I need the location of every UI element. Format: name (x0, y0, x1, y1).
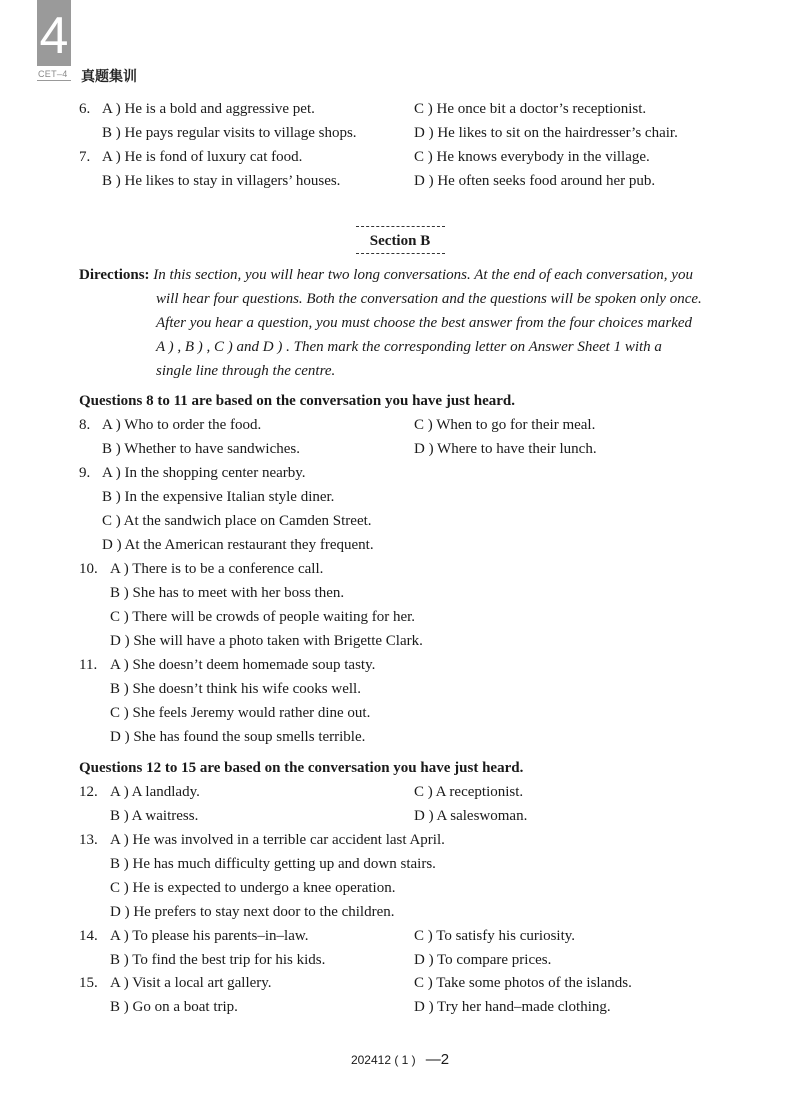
question-number: 6. (79, 101, 91, 117)
tab-number: 4 (39, 7, 69, 65)
question-number: 14. (79, 928, 98, 944)
question-number: 13. (79, 832, 98, 848)
option-d: D ) To compare prices. (414, 952, 552, 968)
directions-text: A ) , B ) , C ) and D ) . Then mark the corresponding letter on Answer Sheet 1 with a (156, 339, 662, 355)
option-a: A ) In the shopping center nearby. (102, 465, 306, 481)
option-d: D ) Where to have their lunch. (414, 441, 597, 457)
option-a: A ) He is a bold and aggressive pet. (102, 101, 315, 117)
directions-text: After you hear a question, you must choose the best answer from the four choices marked (156, 315, 693, 331)
header-rule (37, 80, 71, 81)
option-c: C ) At the sandwich place on Camden Street. (102, 513, 372, 529)
group-heading: Questions 12 to 15 are based on the conversation you have just heard. (79, 760, 524, 776)
question-number: 11. (79, 657, 98, 673)
option-b: B ) In the expensive Italian style diner. (102, 489, 335, 505)
option-b: B ) Go on a boat trip. (110, 999, 238, 1015)
section-rule-bottom (356, 253, 445, 254)
option-c: C ) Take some photos of the islands. (414, 975, 632, 991)
question-number: 15. (79, 975, 98, 991)
directions-label: Directions: (79, 267, 150, 283)
option-a: A ) To please his parents–in–law. (110, 928, 309, 944)
option-d: D ) She will have a photo taken with Brigette Clark. (110, 633, 423, 649)
directions-text: will hear four questions. Both the conversation and the questions will be spoken only once. (156, 291, 702, 307)
exam-code: 202412 ( 1 ) (350, 1053, 416, 1067)
option-b: B ) He has much difficulty getting up and down stairs. (110, 856, 436, 872)
option-b: B ) A waitress. (110, 808, 199, 824)
exam-tab (37, 0, 71, 66)
option-a: A ) Who to order the food. (102, 417, 262, 433)
question-number: 9. (79, 465, 91, 481)
directions (79, 263, 723, 383)
option-d: D ) He often seeks food around her pub. (414, 173, 656, 189)
directions-text: In this section, you will hear two long conversations. At the end of each conversation, you (153, 267, 693, 283)
option-d: D ) He likes to sit on the hairdresser’s chair. (414, 125, 678, 141)
option-b: B ) She has to meet with her boss then. (110, 585, 345, 601)
option-c: C ) He knows everybody in the village. (414, 149, 650, 165)
option-d: D ) A saleswoman. (414, 808, 528, 824)
section-rule-top (356, 226, 445, 227)
header-title: 真题集训 (81, 69, 137, 85)
page-number: —2 (425, 1051, 450, 1068)
option-c: C ) To satisfy his curiosity. (414, 928, 576, 944)
question-number: 8. (79, 417, 91, 433)
option-c: C ) When to go for their meal. (414, 417, 596, 433)
option-a: A ) He is fond of luxury cat food. (102, 149, 303, 165)
option-a: A ) She doesn’t deem homemade soup tasty. (110, 657, 376, 673)
option-a: A ) Visit a local art gallery. (110, 975, 272, 991)
section-title: Section B (369, 233, 431, 249)
option-d: D ) At the American restaurant they frequent. (102, 537, 374, 553)
option-b: B ) He likes to stay in villagers’ houses. (102, 173, 341, 189)
option-a: A ) A landlady. (110, 784, 200, 800)
option-a: A ) There is to be a conference call. (110, 561, 324, 577)
question-number: 12. (79, 784, 98, 800)
page-footer (0, 1052, 800, 1068)
option-c: C ) He is expected to undergo a knee operation. (110, 880, 396, 896)
option-d: D ) She has found the soup smells terrible. (110, 729, 366, 745)
option-b: B ) He pays regular visits to village shops. (102, 125, 357, 141)
option-b: B ) She doesn’t think his wife cooks well. (110, 681, 361, 697)
exam-label: CET–4 (38, 69, 68, 79)
option-c: C ) There will be crowds of people waiting for her. (110, 609, 416, 625)
option-a: A ) He was involved in a terrible car accident last April. (110, 832, 445, 848)
question-number: 7. (79, 149, 91, 165)
option-c: C ) He once bit a doctor’s receptionist. (414, 101, 647, 117)
question-number: 10. (79, 561, 98, 577)
option-b: B ) To find the best trip for his kids. (110, 952, 326, 968)
directions-text: single line through the centre. (156, 363, 336, 379)
group-heading: Questions 8 to 11 are based on the conversation you have just heard. (79, 393, 515, 409)
option-d: D ) Try her hand–made clothing. (414, 999, 611, 1015)
option-b: B ) Whether to have sandwiches. (102, 441, 300, 457)
option-c: C ) A receptionist. (414, 784, 524, 800)
option-d: D ) He prefers to stay next door to the children. (110, 904, 395, 920)
option-c: C ) She feels Jeremy would rather dine out. (110, 705, 371, 721)
